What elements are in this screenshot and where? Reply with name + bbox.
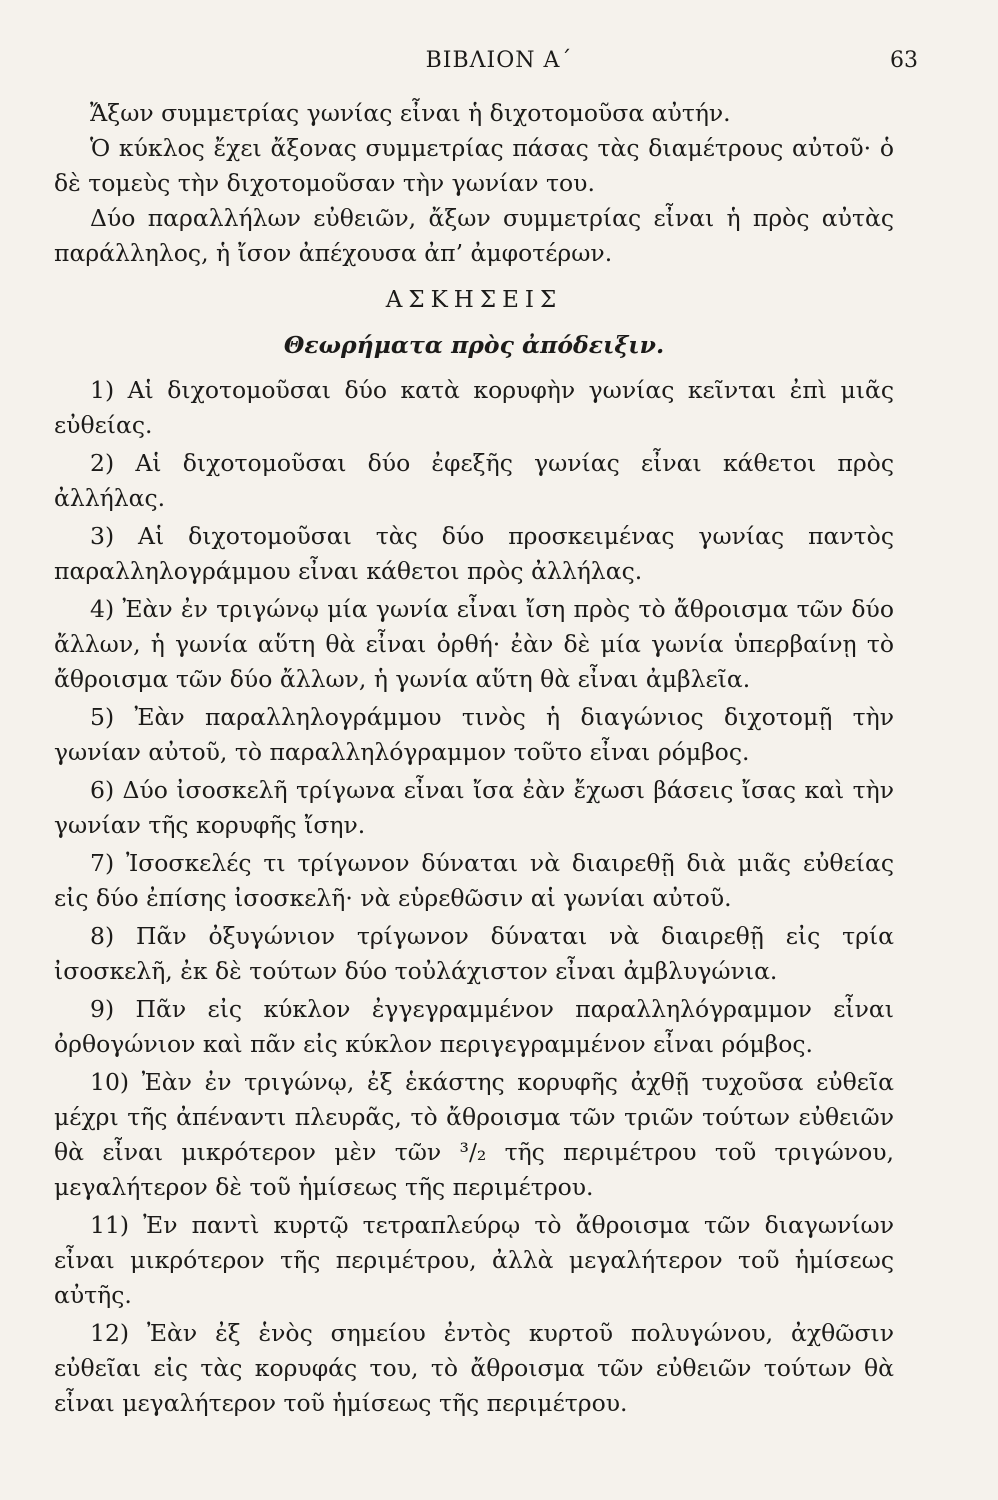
exercise-item: 5) Ἐὰν παραλληλογράμμου τινὸς ἡ διαγώνιος διχοτομῇ τὴν γωνίαν αὐτοῦ, τὸ παραλληλόγραμμον τοῦτο εἶναι ρόμβος. [54, 703, 894, 766]
exercise-item: 3) Αἱ διχοτομοῦσαι τὰς δύο προσκειμένας γωνίας παντὸς παραλληλογράμμου εἶναι κάθετοι πρὸς ἀλλήλας. [54, 522, 894, 585]
body-text [54, 96, 894, 1424]
exercise-item: 11) Ἐν παντὶ κυρτῷ τετραπλεύρῳ τὸ ἄθροισμα τῶν διαγωνίων εἶναι μικρότερον τῆς περιμέτρου, ἀλλὰ μεγαλήτερον τοῦ ἡμίσεως αὐτῆς. [54, 1211, 894, 1309]
exercise-item: 6) Δύο ἰσοσκελῆ τρίγωνα εἶναι ἴσα ἐὰν ἔχωσι βάσεις ἴσας καὶ τὴν γωνίαν τῆς κορυφῆς ἴσην. [54, 776, 894, 839]
exercise-item: 12) Ἐὰν ἐξ ἑνὸς σημείου ἐντὸς κυρτοῦ πολυγώνου, ἀχθῶσιν εὐθεῖαι εἰς τὰς κορυφάς του, τὸ ἄθροισμα τῶν εὐθειῶν τούτων θὰ εἶναι μεγαλήτερον τοῦ ἡμίσεως τῆς περιμέτρου. [54, 1319, 894, 1417]
exercise-item: 1) Αἱ διχοτομοῦσαι δύο κατὰ κορυφὴν γωνίας κεῖνται ἐπὶ μιᾶς εὐθείας. [54, 376, 894, 439]
section-title: ΑΣΚΗΣΕΙΣ [385, 287, 563, 313]
paragraph: Ὁ κύκλος ἔχει ἄξονας συμμετρίας πάσας τὰς διαμέτρους αὐτοῦ· ὁ δὲ τομεὺς τὴν διχοτομοῦσαν τὴν γωνίαν του. [54, 134, 894, 197]
paragraph: Ἄξων συμμετρίας γωνίας εἶναι ἡ διχοτομοῦσα αὐτήν. [90, 99, 731, 127]
exercise-item: 8) Πᾶν ὀξυγώνιον τρίγωνον δύναται νὰ διαιρεθῇ εἰς τρία ἰσοσκελῆ, ἐκ δὲ τούτων δύο τοὐλάχιστον εἶναι ἀμβλυγώνια. [54, 922, 894, 985]
running-title: ΒΙΒΛΙΟΝ Α΄ [425, 48, 573, 73]
exercise-item: 9) Πᾶν εἰς κύκλον ἐγγεγραμμένον παραλληλόγραμμον εἶναι ὀρθογώνιον καὶ πᾶν εἰς κύκλον περιγεγραμμένον εἶναι ρόμβος. [54, 995, 894, 1058]
page-number: 63 [890, 48, 918, 73]
exercise-item: 4) Ἐὰν ἐν τριγώνῳ μία γωνία εἶναι ἴση πρὸς τὸ ἄθροισμα τῶν δύο ἄλλων, ἡ γωνία αὕτη θὰ εἶναι ὀρθή· ἐὰν δὲ μία γωνία ὑπερβαίνῃ τὸ ἄθροισμα τῶν δύο ἄλλων, ἡ γωνία αὕτη θὰ εἶναι ἀμβλεῖα. [54, 595, 894, 693]
exercise-item: 10) Ἐὰν ἐν τριγώνῳ, ἐξ ἑκάστης κορυφῆς ἀχθῇ τυχοῦσα εὐθεῖα μέχρι τῆς ἀπέναντι πλευρᾶς, τὸ ἄθροισμα τῶν τριῶν τούτων εὐθειῶν θὰ εἶναι μικρότερον μὲν τῶν ³/₂ τῆς περιμέτρου τοῦ τριγώνου, μεγαλήτερον δὲ τοῦ ἡμίσεως τῆς περιμέτρου. [54, 1068, 894, 1201]
section-subtitle: Θεωρήματα πρὸς ἀπόδειξιν. [283, 331, 665, 359]
exercise-item: 2) Αἱ διχοτομοῦσαι δύο ἐφεξῆς γωνίας εἶναι κάθετοι πρὸς ἀλλήλας. [54, 449, 894, 512]
exercise-item: 7) Ἰσοσκελές τι τρίγωνον δύναται νὰ διαιρεθῇ διὰ μιᾶς εὐθείας εἰς δύο ἐπίσης ἰσοσκελῆ· νὰ εὑρεθῶσιν αἱ γωνίαι αὐτοῦ. [54, 849, 894, 912]
running-head [0, 44, 998, 78]
paragraph: Δύο παραλλήλων εὐθειῶν, ἄξων συμμετρίας εἶναι ἡ πρὸς αὐτὰς παράλληλος, ἡ ἴσον ἀπέχουσα ἀπ’ ἀμφοτέρων. [54, 204, 894, 267]
